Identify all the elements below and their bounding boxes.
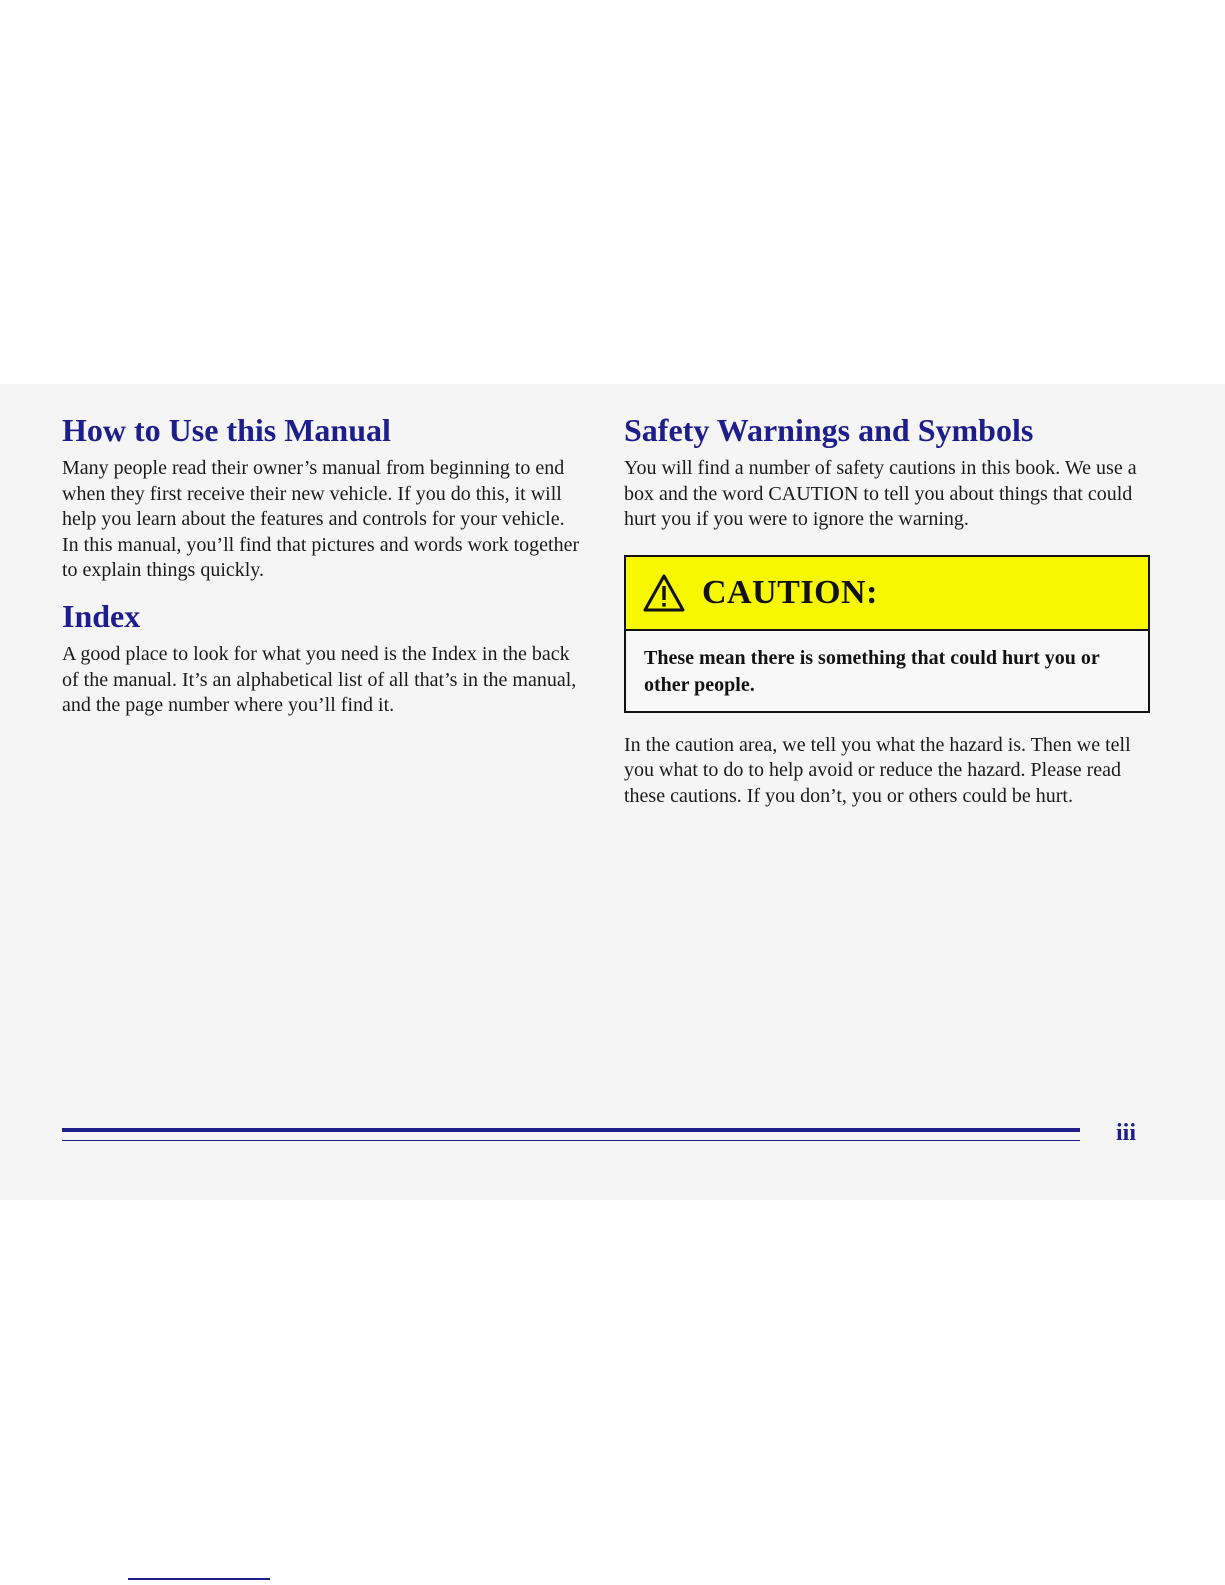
- heading-safety-warnings: Safety Warnings and Symbols: [624, 412, 1034, 448]
- safety-paragraph: You will find a number of safety cautions in this book. We use a box and the word CAUTION to tell you about things that could hurt you if you were to ignore the warning.: [624, 457, 1137, 531]
- footer-rule-thin: [62, 1140, 1080, 1141]
- caution-title: CAUTION:: [702, 573, 878, 611]
- bottom-edge-mark: [128, 1578, 270, 1580]
- warning-triangle-icon: [642, 573, 686, 613]
- heading-how-to-use: How to Use this Manual: [62, 412, 391, 448]
- caution-explanation-paragraph: In the caution area, we tell you what the hazard is. Then we tell you what to do to help avoid or reduce the hazard. Please read these cautions. If you don’t, you or others could be hurt.: [624, 733, 1131, 807]
- caution-header: [626, 557, 1148, 631]
- how-to-use-paragraph: Many people read their owner’s manual from beginning to end when they first receive their new vehicle. If you do this, it will help you learn about the features and controls for your vehicle. In this manual, you’ll find that pictures and words work together to explain things quickly.: [62, 457, 580, 582]
- footer-rule-thick: [62, 1128, 1080, 1132]
- caution-box: [624, 555, 1150, 713]
- caution-body: These mean there is something that could hurt you or other people.: [644, 646, 1100, 696]
- index-paragraph: A good place to look for what you need is the Index in the back of the manual. It’s an alphabetical list of all that’s in the manual, and the page number where you’ll find it.: [62, 642, 577, 717]
- right-column: [624, 408, 1154, 810]
- page-number: iii: [1116, 1120, 1137, 1146]
- heading-index: Index: [62, 597, 141, 634]
- left-column: [62, 408, 582, 719]
